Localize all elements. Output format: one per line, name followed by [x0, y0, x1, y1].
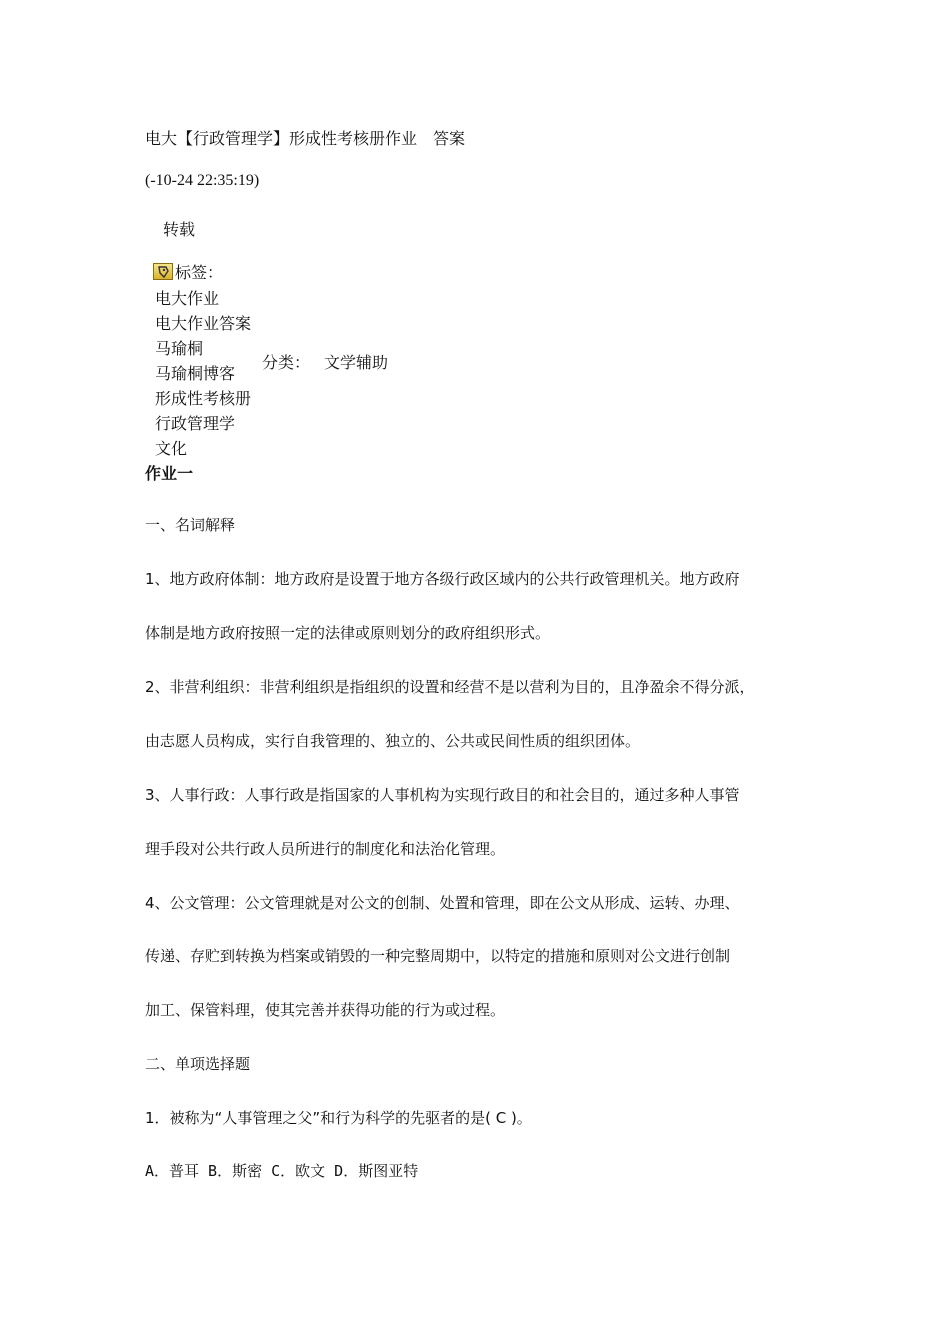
tag-icon [153, 263, 173, 280]
tag-link-mayutong[interactable]: 马瑜桐 [155, 339, 204, 358]
section-heading: 二、单项选择题 [145, 1055, 251, 1073]
section-heading: 一、名词解释 [145, 516, 236, 534]
paragraph-line: 2、非营利组织：非营利组织是指组织的设置和经营不是以营利为目的，且净盈余不得分派， [145, 678, 755, 696]
paragraph-line: 3、人事行政：人事行政是指国家的人事机构为实现行政目的和社会目的，通过多种人事管 [145, 786, 740, 804]
tag-link-xingchengxing[interactable]: 形成性考核册 [155, 389, 252, 408]
question-options: A．普耳 B．斯密 C．欧文 D．斯图亚特 [145, 1162, 419, 1180]
page-title: 电大【行政管理学】形成性考核册作业 答案 [145, 129, 466, 148]
tag-link-wenhua[interactable]: 文化 [155, 439, 188, 458]
tag-link-dianda-zuoye-daan[interactable]: 电大作业答案 [155, 314, 252, 333]
category [262, 350, 388, 373]
paragraph-line: 4、公文管理：公文管理就是对公文的创制、处置和管理，即在公文从形成、运转、办理、 [145, 894, 740, 912]
paragraph-line: 理手段对公共行政人员所进行的制度化和法治化管理。 [145, 840, 506, 858]
tag-link-xingzheng[interactable]: 行政管理学 [155, 414, 236, 433]
paragraph-line: 由志愿人员构成，实行自我管理的、独立的、公共或民间性质的组织团体。 [145, 732, 641, 750]
assignment-heading: 作业一 [145, 464, 194, 483]
category-link[interactable]: 文学辅助 [324, 353, 389, 372]
paragraph-line: 传递、存贮到转换为档案或销毁的一种完整周期中，以特定的措施和原则对公文进行创制 [145, 947, 731, 965]
paragraph-line: 体制是地方政府按照一定的法律或原则划分的政府组织形式。 [145, 624, 551, 642]
tags-header [153, 260, 223, 283]
category-label: 分类： [262, 353, 311, 372]
paragraph-line: 加工、保管料理，使其完善并获得功能的行为或过程。 [145, 1001, 506, 1019]
post-date: (-10-24 22:35:19) [145, 172, 260, 189]
paragraph-line: 1、地方政府体制：地方政府是设置于地方各级行政区域内的公共行政管理机关。地方政府 [145, 570, 740, 588]
question-text: 1．被称为“人事管理之父”和行为科学的先驱者的是( C )。 [145, 1109, 532, 1127]
tag-link-dianda-zuoye[interactable]: 电大作业 [155, 289, 220, 308]
tags-label: 标签： [175, 263, 224, 282]
repost-label[interactable]: 转载 [163, 220, 196, 239]
tag-link-mayutong-blog[interactable]: 马瑜桐博客 [155, 364, 236, 383]
